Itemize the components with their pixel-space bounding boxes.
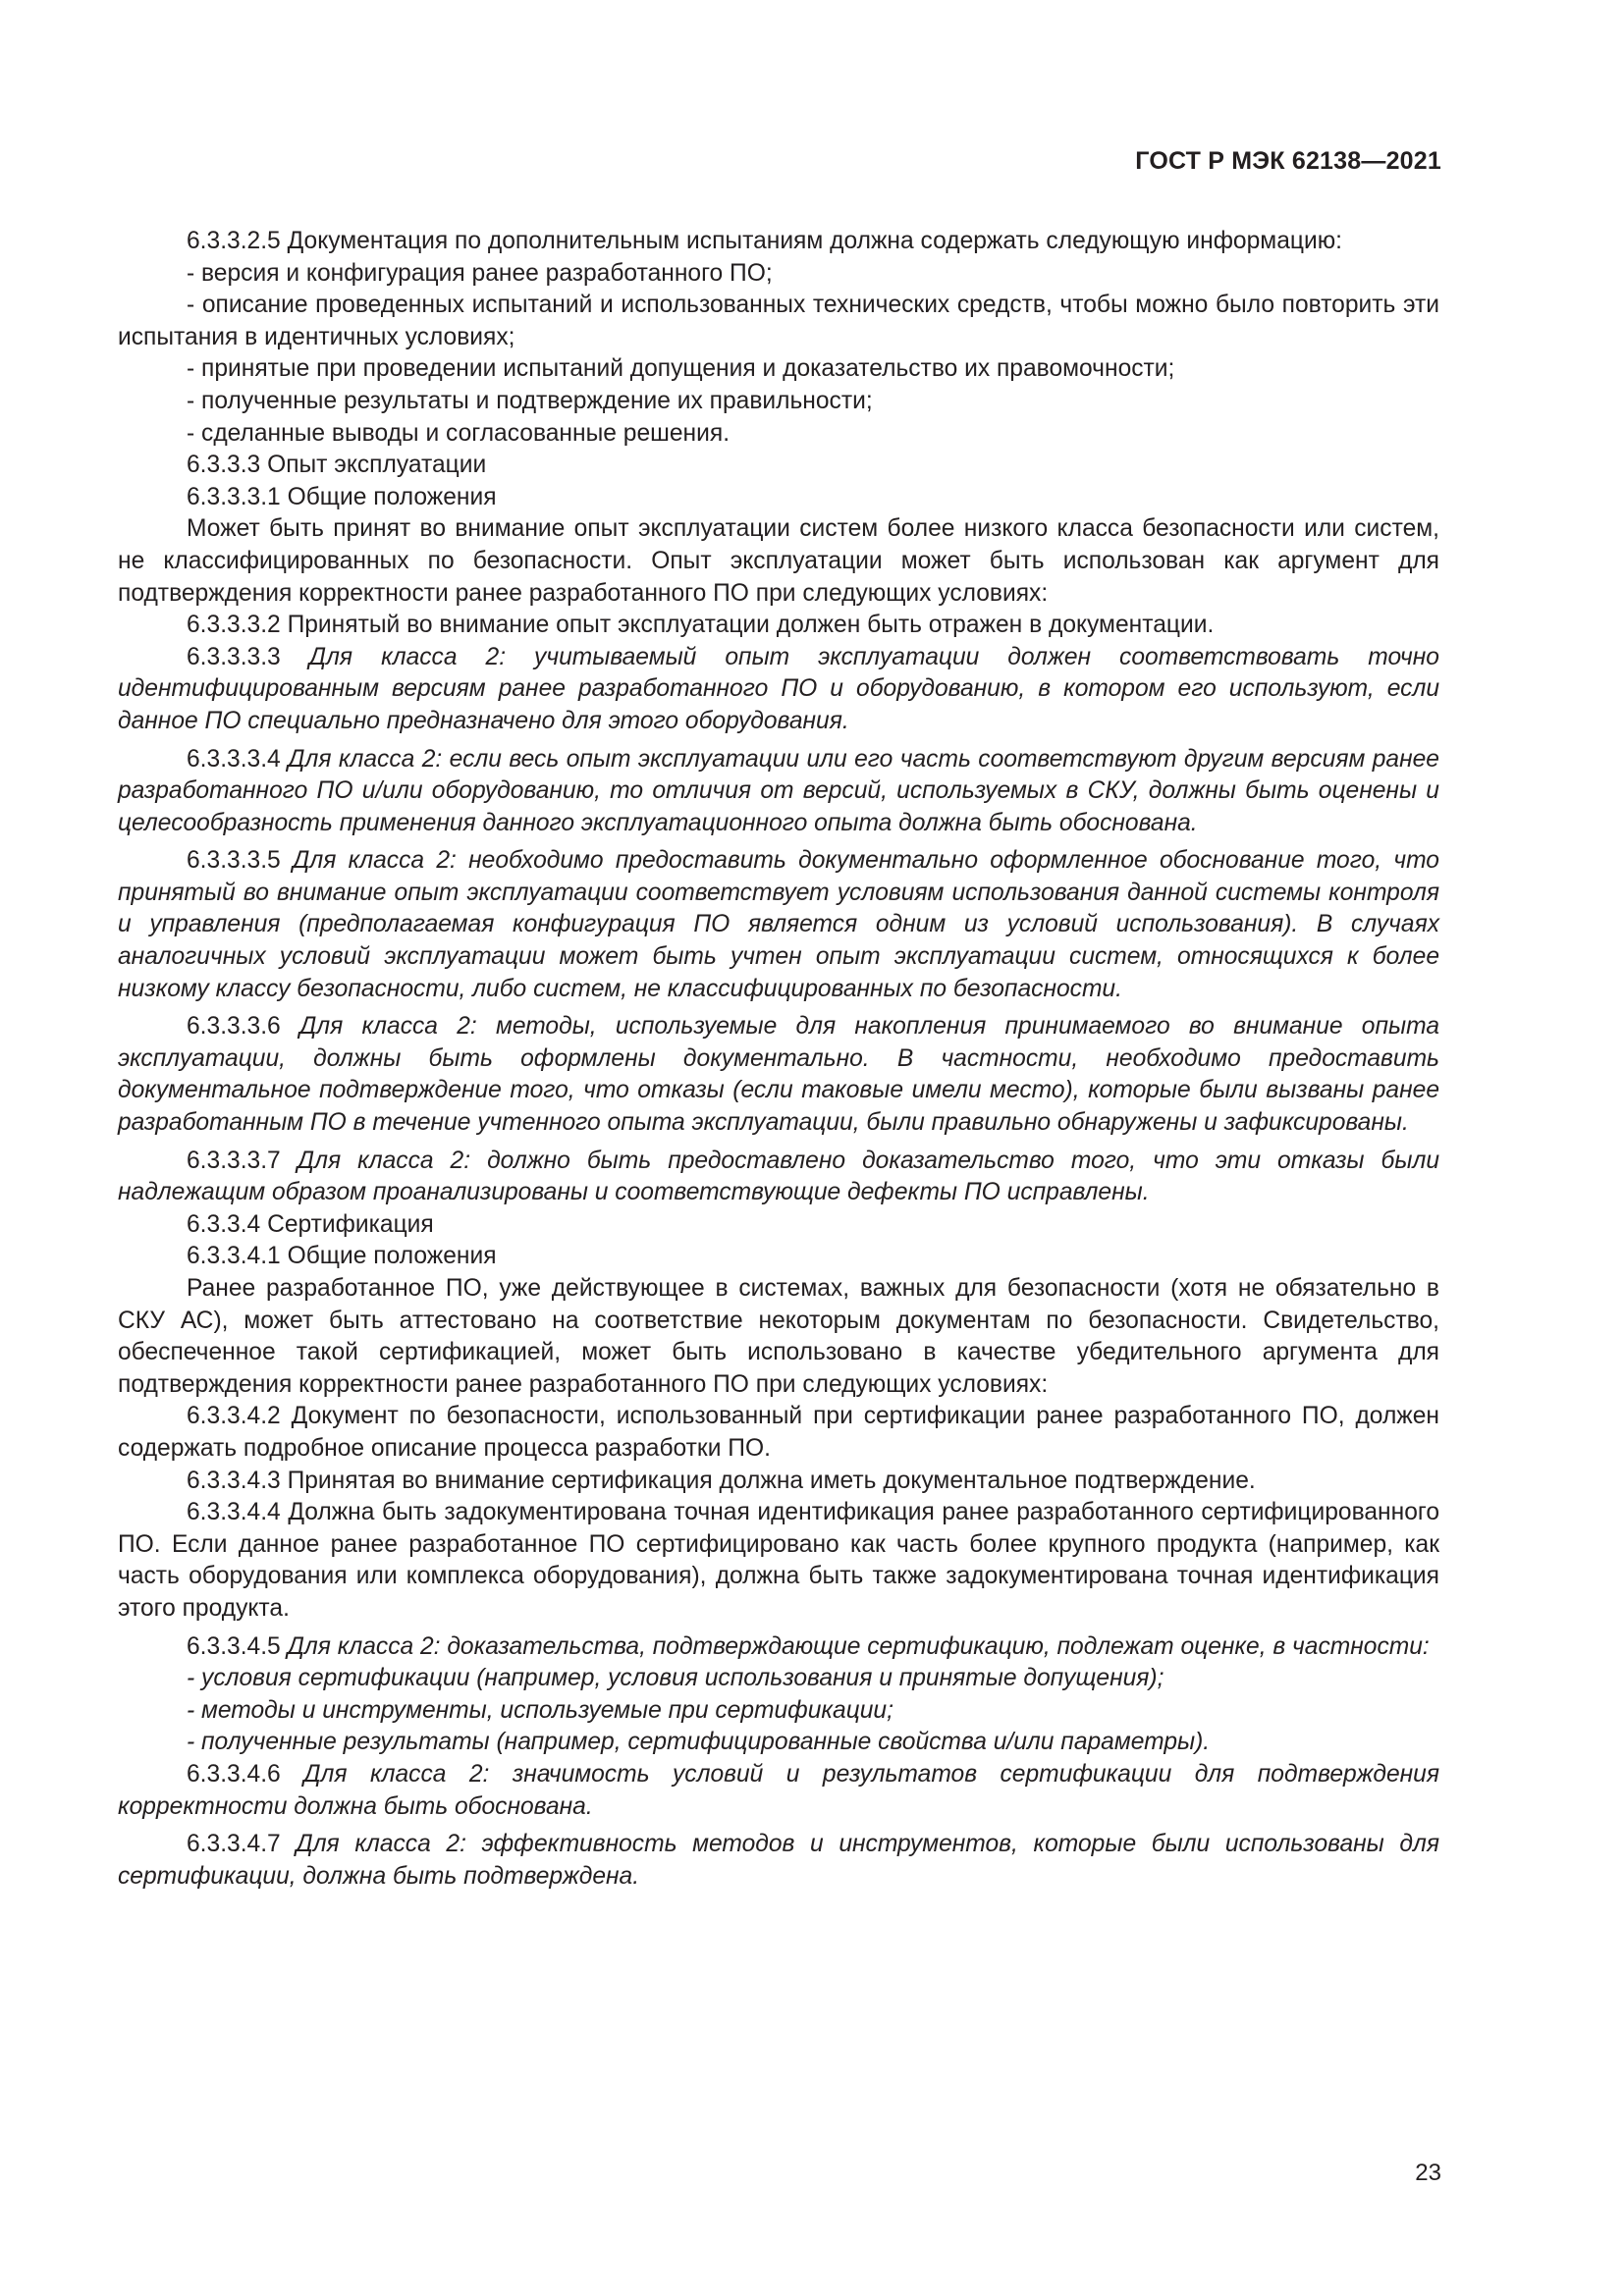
list-item (118, 386, 1439, 418)
clause-number: 6.3.3.4.1 (187, 1243, 281, 1270)
paragraph (118, 1631, 1439, 1664)
clause-number: 6.3.3.2.5 (187, 228, 281, 254)
clause-number: 6.3.3.4.5 (187, 1632, 281, 1660)
list-item (118, 1727, 1439, 1759)
clause-number: 6.3.3.4 (187, 1210, 261, 1238)
paragraph (118, 513, 1439, 610)
document-body (118, 226, 1439, 1893)
paragraph-text: Для класса 2: необходимо предоставить документально оформленное обоснование того, что принятый во внимание опыт эксплуатации соответствует условиям использования данной системы контроля и управления (предполагаемая конфигурация ПО является одним из условий использования). В случаях аналогичных условий эксплуатации может быть учтен опыт эксплуатации систем, относящихся к более низкому классу безопасности, либо систем, не классифицированных по безопасности. (118, 847, 1439, 1002)
paragraph-text: Для класса 2: учитываемый опыт эксплуатации должен соответствовать точно идентифицированным версиям ранее разработанного ПО и оборудованию, в котором его используют, если данное ПО специально предназначено для этого оборудования. (118, 643, 1439, 734)
paragraph-text: - сделанные выводы и согласованные решения. (187, 419, 731, 447)
paragraph (118, 226, 1439, 258)
clause-number: 6.3.3.4.2 (187, 1403, 281, 1430)
list-item (118, 1663, 1439, 1695)
list-item (118, 258, 1439, 291)
paragraph (118, 1273, 1439, 1401)
section-heading (118, 1241, 1439, 1273)
paragraph-text: Может быть принят во внимание опыт эксплуатации систем более низкого класса безопасности или систем, не классифицированных по безопасности. Опыт эксплуатации может быть использован как аргумент для подтверждения корректности ранее разработанного ПО при следующих условиях: (118, 515, 1439, 607)
paragraph (118, 1466, 1439, 1498)
paragraph-text: - версия и конфигурация ранее разработанного ПО; (187, 259, 773, 287)
paragraph (118, 1829, 1439, 1893)
paragraph (118, 610, 1439, 642)
paragraph (118, 845, 1439, 1005)
paragraph-text: Документ по безопасности, использованный при сертификации ранее разработанного ПО, должен содержать подробное описание процесса разработки ПО. (118, 1403, 1439, 1462)
list-item (118, 353, 1439, 386)
paragraph-text: Для класса 2: доказательства, подтверждающие сертификацию, подлежат оценке, в частности: (287, 1632, 1430, 1660)
section-heading (118, 482, 1439, 514)
paragraph (118, 1011, 1439, 1139)
paragraph-text: - полученные результаты и подтверждение их правильности; (187, 387, 873, 414)
paragraph-text: Принятая во внимание сертификация должна иметь документальное подтверждение. (287, 1467, 1256, 1494)
paragraph-text: Принятый во внимание опыт эксплуатации должен быть отражен в документации. (287, 612, 1215, 639)
paragraph-text: Для класса 2: методы, используемые для накопления принимаемого во внимание опыта эксплуатации, должны быть оформлены документально. В частности, необходимо предоставить документальное подтверждение того, что отказы (если таковые имели место), которые были вызваны ранее разработанным ПО в течение учтенного опыта эксплуатации, были правильно обнаружены и зафиксированы. (118, 1013, 1439, 1137)
clause-number: 6.3.3.3.4 (187, 745, 281, 773)
paragraph-text: Для класса 2: должно быть предоставлено доказательство того, что эти отказы были надлежащим образом проанализированы и соответствующие дефекты ПО исправлены. (118, 1147, 1439, 1206)
paragraph (118, 1146, 1439, 1209)
page-number: 23 (1415, 2160, 1441, 2186)
clause-number: 6.3.3.4.6 (187, 1760, 281, 1788)
clause-number: 6.3.3.4.7 (187, 1831, 281, 1858)
section-heading (118, 1209, 1439, 1242)
clause-number: 6.3.3.3.6 (187, 1013, 281, 1041)
heading-text: Общие положения (287, 483, 497, 510)
paragraph-text: Документация по дополнительным испытаниям должна содержать следующую информацию: (287, 228, 1342, 254)
paragraph (118, 642, 1439, 738)
paragraph-text: - полученные результаты (например, сертифицированные свойства и/или параметры). (187, 1729, 1211, 1756)
paragraph (118, 1759, 1439, 1823)
paragraph-text: Должна быть задокументирована точная идентификация ранее разработанного сертифицированного ПО. Если данное ранее разработанное ПО сертифицировано как часть более крупного продукта (например, как часть оборудования или комплекса оборудования), должна быть также задокументирована точная идентификация этого продукта. (118, 1499, 1440, 1622)
document-header: ГОСТ Р МЭК 62138—2021 (1135, 147, 1441, 175)
list-item (118, 418, 1439, 451)
clause-number: 6.3.3.3.1 (187, 483, 281, 510)
paragraph-text: Для класса 2: значимость условий и результатов сертификации для подтверждения корректности должна быть обоснована. (118, 1760, 1439, 1820)
clause-number: 6.3.3.3 (187, 452, 261, 479)
paragraph-text: Для класса 2: эффективность методов и инструментов, которые были использованы для сертификации, должна быть подтверждена. (118, 1831, 1439, 1890)
clause-number: 6.3.3.3.7 (187, 1147, 281, 1174)
paragraph-text: - условия сертификации (например, условия использования и принятые допущения); (187, 1665, 1164, 1692)
clause-number: 6.3.3.3.5 (187, 847, 281, 875)
heading-text: Сертификация (267, 1210, 434, 1238)
heading-text: Общие положения (287, 1243, 497, 1270)
paragraph-text: Ранее разработанное ПО, уже действующее в системах, важных для безопасности (хотя не обязательно в СКУ АС), может быть аттестовано на соответствие некоторым документам по безопасности. Свидетельство, обеспеченное такой сертификацией, может быть использовано в качестве убедительного аргумента для подтверждения корректности ранее разработанного ПО при следующих условиях: (118, 1275, 1439, 1398)
paragraph (118, 1497, 1439, 1625)
paragraph (118, 744, 1439, 840)
clause-number: 6.3.3.3.3 (187, 643, 281, 670)
section-heading (118, 450, 1439, 482)
list-item (118, 1695, 1439, 1728)
heading-text: Опыт эксплуатации (267, 452, 487, 479)
list-item (118, 290, 1439, 353)
clause-number: 6.3.3.4.4 (187, 1499, 281, 1526)
paragraph-text: - методы и инструменты, используемые при сертификации; (187, 1696, 893, 1724)
paragraph (118, 1401, 1439, 1465)
paragraph-text: - описание проведенных испытаний и использованных технических средств, чтобы можно было повторить эти испытания в идентичных условиях; (118, 292, 1439, 350)
clause-number: 6.3.3.3.2 (187, 612, 281, 639)
clause-number: 6.3.3.4.3 (187, 1467, 281, 1494)
paragraph-text: Для класса 2: если весь опыт эксплуатации или его часть соответствуют другим версиям ранее разработанного ПО и/или оборудованию, то отличия от версий, используемых в СКУ, должны быть оценены и целесообразность применения данного эксплуатационного опыта должна быть обоснована. (118, 745, 1439, 836)
paragraph-text: - принятые при проведении испытаний допущения и доказательство их правомочности; (187, 355, 1175, 383)
